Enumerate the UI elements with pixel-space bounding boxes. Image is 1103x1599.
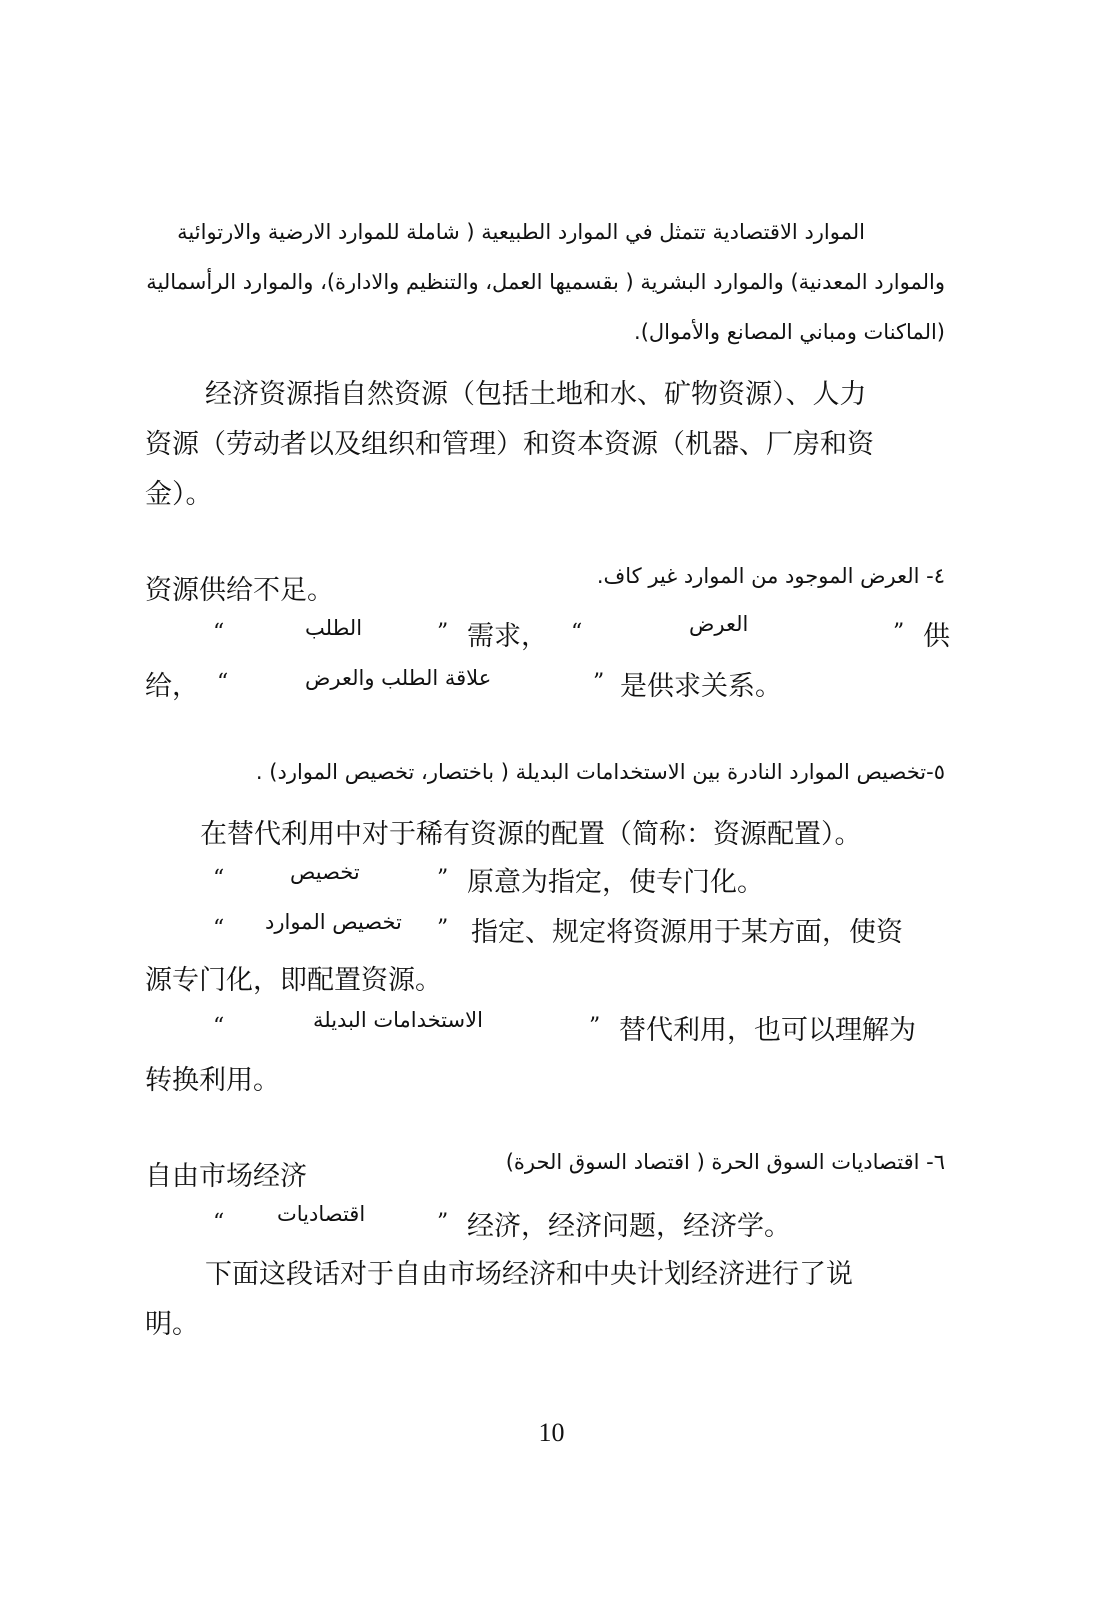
- close-quote: ”: [589, 1014, 601, 1039]
- close-quote: ”: [437, 620, 449, 645]
- gloss-istikhdamat-chinese: 替代利用，也可以理解为: [619, 1015, 916, 1046]
- open-quote: “: [217, 670, 229, 695]
- item6-paragraph-line-2: 明。: [145, 1309, 199, 1340]
- open-quote: “: [213, 866, 225, 891]
- gloss-supply-chinese-start: 供: [923, 621, 950, 652]
- open-quote: “: [213, 620, 225, 645]
- open-quote: “: [213, 916, 225, 941]
- item4-gloss-line-1: [205, 614, 955, 654]
- item6-chinese-title: 自由市场经济: [145, 1161, 307, 1192]
- item6-arabic-title: ٦- اقتصاديات السوق الحرة ( اقتصاد السوق الحرة): [505, 1150, 945, 1174]
- close-quote: ”: [437, 916, 449, 941]
- chinese-paragraph-line-3: 金）。: [145, 479, 213, 510]
- arabic-paragraph-line-3: (الماكنات ومباني المصانع والأموال).: [634, 320, 945, 344]
- gloss-relation-chinese: 是供求关系。: [620, 671, 782, 702]
- gloss-relation-arabic: علاقة الطلب والعرض: [305, 666, 492, 690]
- arabic-paragraph-line-1: الموارد الاقتصادية تتمثل في الموارد الطبيعية ( شاملة للموارد الارضية والارتوائية: [177, 220, 865, 244]
- gloss-supply-chinese-end: 给，: [145, 671, 199, 702]
- item6-paragraph-line-1: 下面这段话对于自由市场经济和中央计划经济进行了说: [205, 1259, 853, 1290]
- chinese-paragraph-line-2: 资源（劳动者以及组织和管理）和资本资源（机器、厂房和资: [145, 429, 874, 460]
- close-quote: ”: [593, 670, 605, 695]
- item5-gloss-istikhdamat-cont: 转换利用。: [145, 1065, 280, 1096]
- open-quote: “: [571, 620, 583, 645]
- open-quote: “: [213, 1210, 225, 1235]
- close-quote: ”: [437, 1210, 449, 1235]
- item5-gloss-istikhdamat: [205, 1008, 955, 1048]
- item5-arabic-title: ٥-تخصيص الموارد النادرة بين الاستخدامات البديلة ( باختصار، تخصيص الموارد) .: [255, 760, 945, 784]
- gloss-iqtisadiyat-chinese: 经济，经济问题，经济学。: [467, 1211, 791, 1242]
- gloss-takhsis-mawarid-arabic: تخصيص الموارد: [265, 910, 402, 934]
- item4-arabic-title: ٤- العرض الموجود من الموارد غير كاف.: [596, 564, 945, 588]
- open-quote: “: [213, 1014, 225, 1039]
- item5-chinese-title: 在替代利用中对于稀有资源的配置（简称：资源配置）。: [200, 819, 862, 850]
- gloss-ard-arabic: العرض: [689, 612, 749, 636]
- gloss-iqtisadiyat-arabic: اقتصاديات: [277, 1202, 366, 1226]
- close-quote: ”: [437, 866, 449, 891]
- gloss-istikhdamat-arabic: الاستخدامات البديلة: [313, 1008, 483, 1032]
- item6-gloss-iqtisadiyat: [205, 1204, 955, 1244]
- item4-gloss-line-2: [145, 664, 955, 704]
- arabic-paragraph-line-2: والموارد المعدنية) والموارد البشرية ( بقسميها العمل، والتنظيم والادارة)، والموارد الرأسمالية: [146, 270, 945, 294]
- item4-chinese-title: 资源供给不足。: [145, 575, 334, 606]
- gloss-takhsis-chinese: 原意为指定，使专门化。: [467, 867, 764, 898]
- gloss-takhsis-mawarid-chinese: 指定、规定将资源用于某方面，使资: [471, 917, 903, 948]
- item5-gloss-takhsis: [205, 860, 955, 900]
- gloss-talab-arabic: الطلب: [305, 616, 363, 640]
- item5-gloss-takhsis-mawarid: [205, 910, 955, 950]
- chinese-paragraph-line-1: 经济资源指自然资源（包括土地和水、矿物资源）、人力: [205, 379, 867, 410]
- close-quote: ”: [893, 620, 905, 645]
- gloss-takhsis-arabic: تخصيص: [290, 860, 360, 884]
- page-number: 10: [538, 1418, 565, 1447]
- item5-gloss-takhsis-mawarid-cont: 源专门化，即配置资源。: [145, 965, 442, 996]
- gloss-demand-chinese: 需求，: [467, 621, 548, 652]
